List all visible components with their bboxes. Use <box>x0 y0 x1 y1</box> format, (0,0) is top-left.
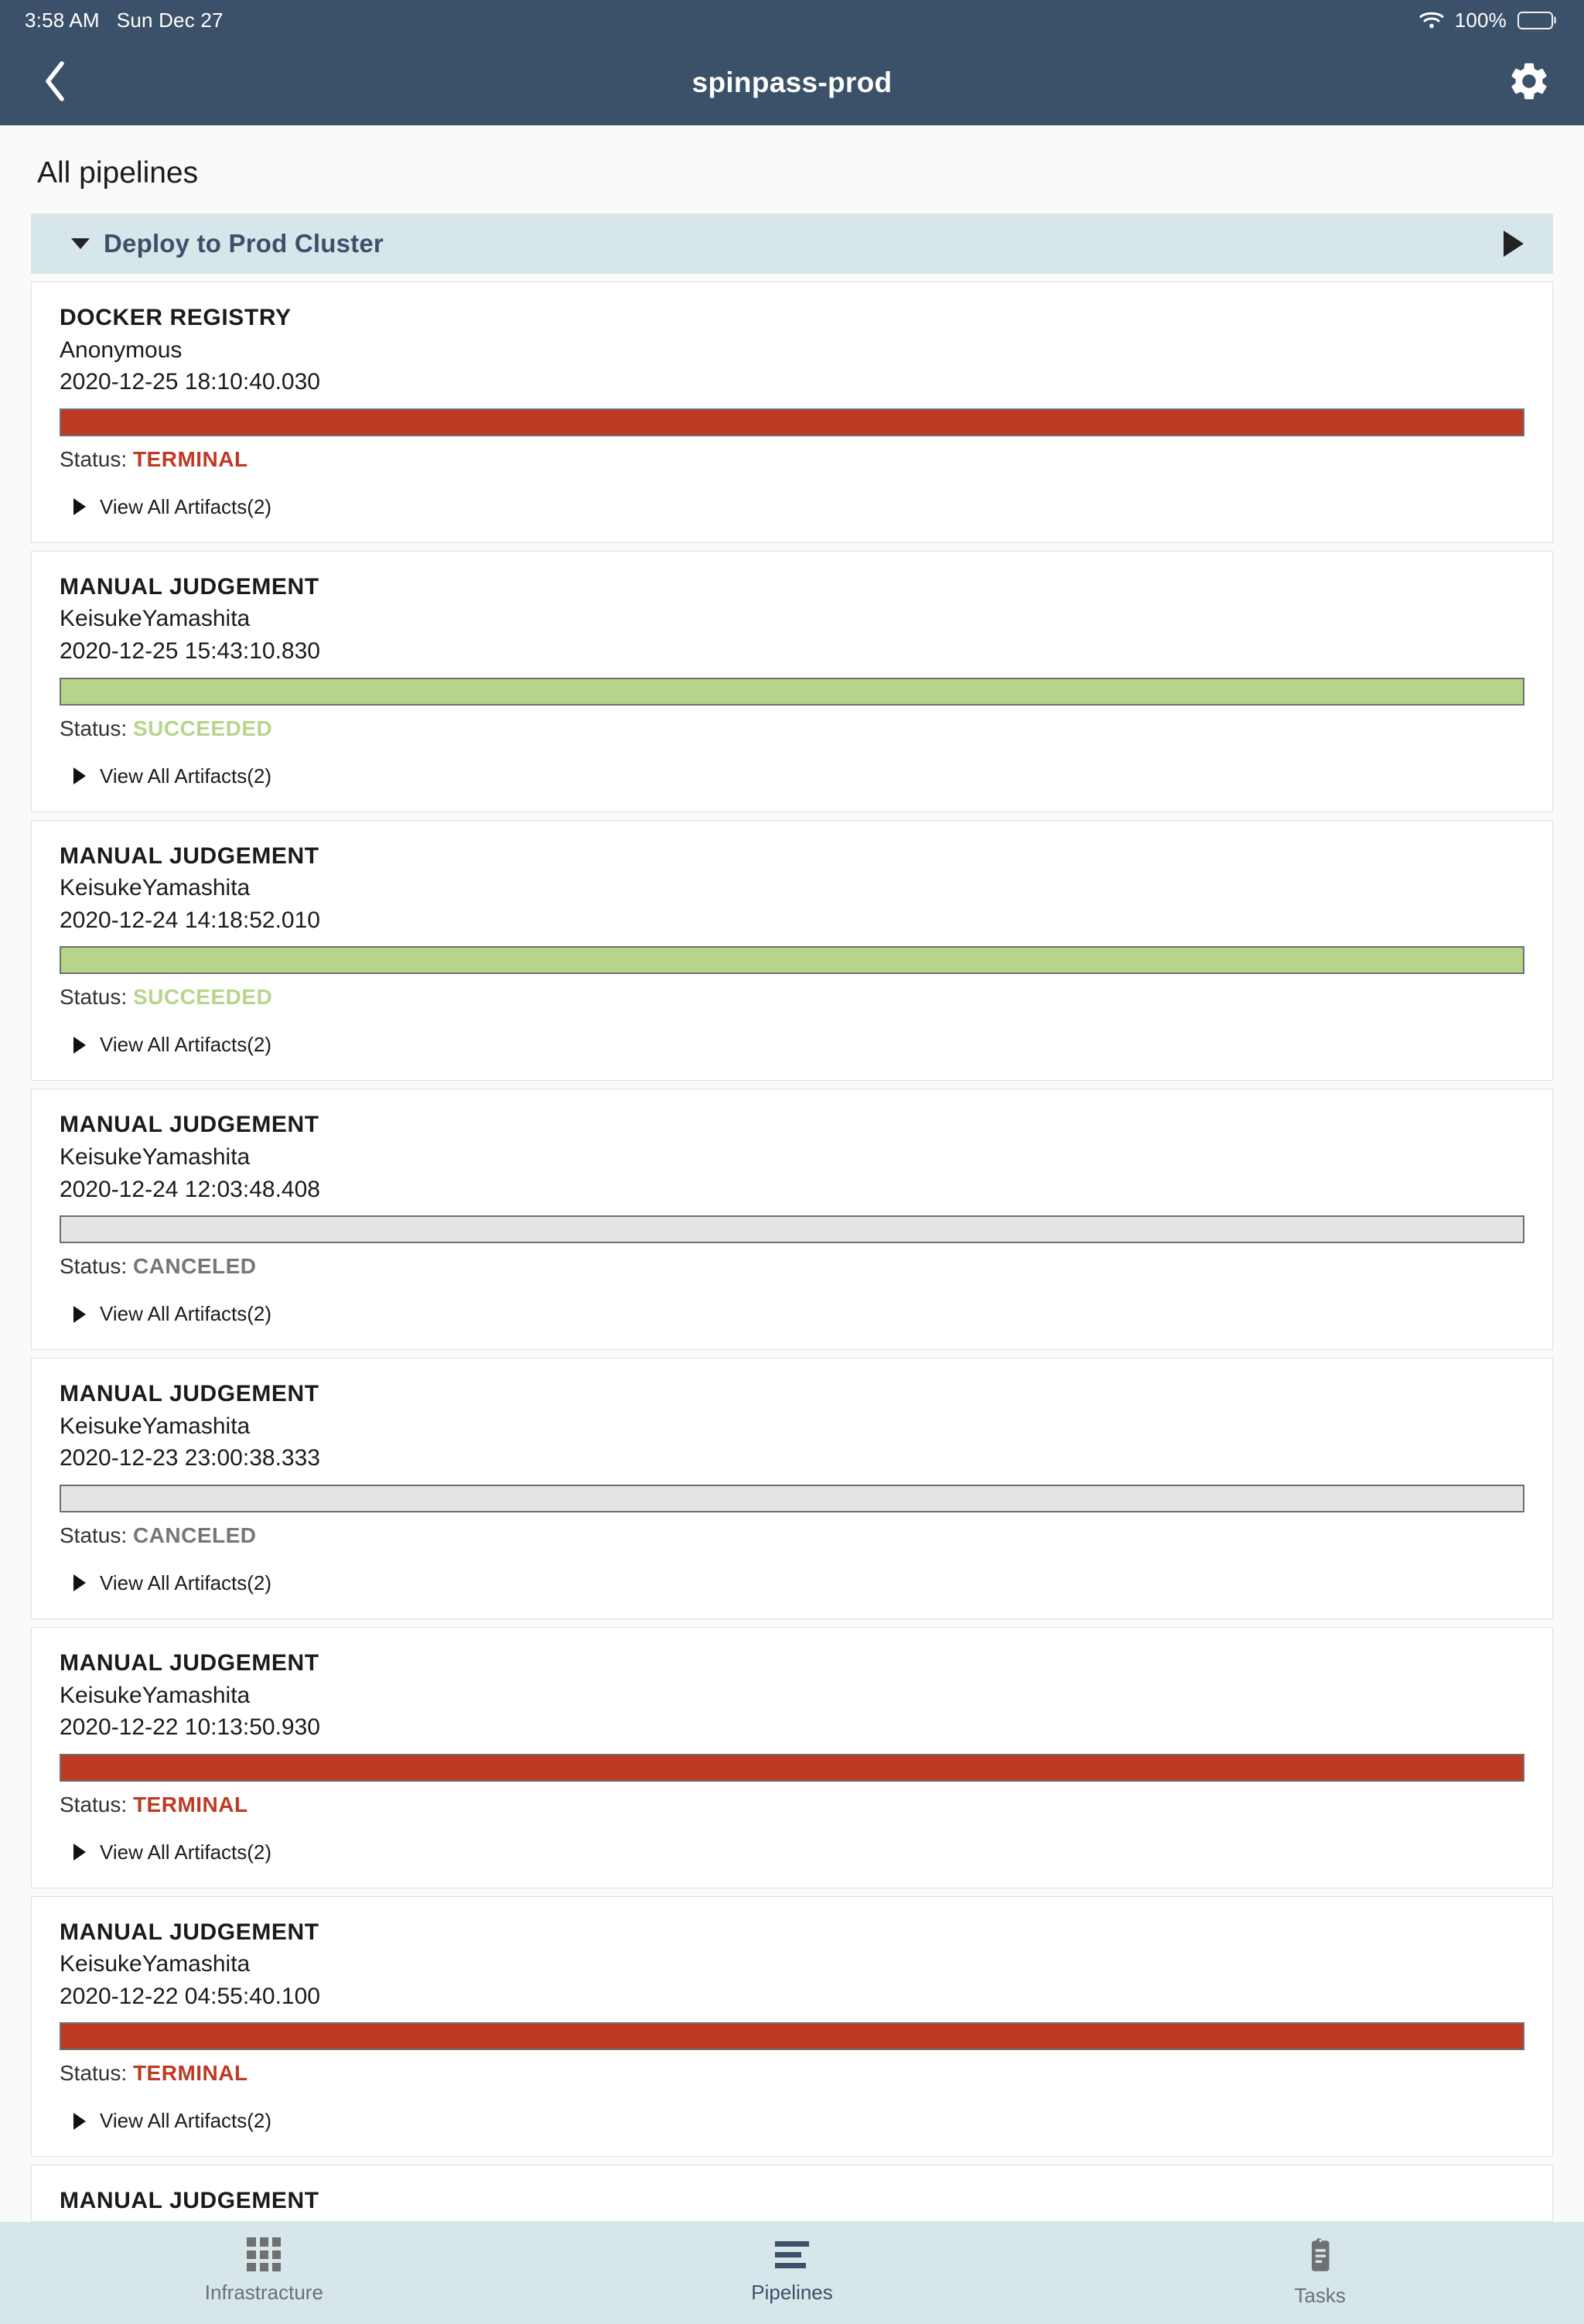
tab-label-infrastracture: Infrastracture <box>204 2281 323 2305</box>
execution-stage-name: MANUAL JUDGEMENT <box>60 1919 319 1945</box>
artifacts-label: View All Artifacts(2) <box>100 2109 272 2133</box>
execution-stage-name: MANUAL JUDGEMENT <box>60 2188 319 2214</box>
execution-user: KeisukeYamashita <box>60 1951 251 1977</box>
execution-timestamp: 2020-12-23 23:00:38.333 <box>60 1445 320 1471</box>
view-all-artifacts-toggle[interactable] <box>60 1033 1524 1057</box>
wifi-icon <box>1419 11 1444 29</box>
execution-card[interactable] <box>31 1089 1553 1350</box>
bottom-tab-bar <box>0 2222 1584 2324</box>
status-bar-time: 3:58 AM <box>25 8 100 32</box>
caret-right-icon <box>73 1306 86 1323</box>
execution-stage-name: DOCKER REGISTRY <box>60 305 292 330</box>
status-label: Status: <box>60 985 128 1010</box>
ios-status-bar <box>0 0 1584 40</box>
execution-status-line <box>60 447 1524 472</box>
execution-progress-bar <box>60 408 1524 436</box>
execution-progress-bar <box>60 678 1524 706</box>
status-label: Status: <box>60 1254 128 1279</box>
execution-user: KeisukeYamashita <box>60 1682 251 1708</box>
tab-infrastracture[interactable] <box>0 2237 528 2305</box>
page-heading: All pipelines <box>37 156 199 190</box>
view-all-artifacts-toggle[interactable] <box>60 1571 1524 1595</box>
execution-card[interactable] <box>31 551 1553 812</box>
page-title-navbar: spinpass-prod <box>691 67 893 98</box>
execution-progress-fill <box>61 1755 1523 1780</box>
status-badge: SUCCEEDED <box>132 985 273 1010</box>
execution-stage-name: MANUAL JUDGEMENT <box>60 573 319 600</box>
status-label: Status: <box>60 446 128 471</box>
settings-button[interactable] <box>1502 56 1556 110</box>
execution-progress-bar <box>60 946 1524 974</box>
tab-pipelines[interactable] <box>528 2237 1057 2305</box>
tab-tasks[interactable] <box>1056 2237 1584 2308</box>
status-badge: TERMINAL <box>132 2061 248 2086</box>
execution-timestamp: 2020-12-22 10:13:50.930 <box>60 1714 320 1741</box>
battery-percentage: 100% <box>1454 8 1507 32</box>
execution-stage-name: MANUAL JUDGEMENT <box>60 1381 319 1407</box>
status-badge: SUCCEEDED <box>132 716 273 740</box>
execution-card[interactable] <box>31 1627 1553 1888</box>
execution-user: KeisukeYamashita <box>60 1143 251 1170</box>
execution-progress-fill <box>61 679 1523 704</box>
execution-card-list <box>0 282 1584 2222</box>
view-all-artifacts-toggle[interactable] <box>60 1302 1524 1326</box>
execution-status-line <box>60 1793 1524 1817</box>
caret-right-icon <box>73 1844 86 1861</box>
chevron-left-icon <box>42 60 68 106</box>
grid-icon <box>247 2237 281 2271</box>
execution-user: Anonymous <box>60 337 183 363</box>
pipeline-name: Deploy to Prod Cluster <box>104 229 384 258</box>
execution-timestamp: 2020-12-24 12:03:48.408 <box>60 1176 320 1202</box>
execution-timestamp: 2020-12-25 18:10:40.030 <box>60 369 320 395</box>
back-button[interactable] <box>28 56 82 110</box>
execution-progress-bar <box>60 1215 1524 1243</box>
view-all-artifacts-toggle[interactable] <box>60 1840 1524 1864</box>
execution-timestamp: 2020-12-22 04:55:40.100 <box>60 1983 320 2009</box>
caret-right-icon <box>73 2113 86 2130</box>
execution-status-line <box>60 2061 1524 2086</box>
execution-status-line <box>60 1254 1524 1279</box>
artifacts-label: View All Artifacts(2) <box>100 494 272 518</box>
view-all-artifacts-toggle[interactable] <box>60 764 1524 788</box>
execution-card[interactable] <box>31 1358 1553 1619</box>
view-all-artifacts-toggle[interactable] <box>60 495 1524 519</box>
execution-timestamp: 2020-12-25 15:43:10.830 <box>60 637 320 664</box>
execution-progress-bar <box>60 1754 1524 1782</box>
view-all-artifacts-toggle[interactable] <box>60 2109 1524 2133</box>
status-bar-left <box>25 9 224 32</box>
execution-progress-fill <box>61 2024 1523 2049</box>
status-label: Status: <box>60 716 128 740</box>
clipboard-icon <box>1303 2237 1337 2274</box>
execution-card[interactable] <box>31 282 1553 543</box>
execution-card[interactable] <box>31 2165 1553 2222</box>
status-badge: TERMINAL <box>132 446 248 471</box>
execution-status-line <box>60 985 1524 1010</box>
execution-timestamp: 2020-12-24 14:18:52.010 <box>60 907 320 933</box>
execution-stage-name: MANUAL JUDGEMENT <box>60 842 319 869</box>
status-label: Status: <box>60 1523 128 1547</box>
artifacts-label: View All Artifacts(2) <box>100 1302 272 1326</box>
tab-label-pipelines: Pipelines <box>751 2281 833 2305</box>
pipeline-group-header[interactable] <box>31 214 1553 274</box>
artifacts-label: View All Artifacts(2) <box>100 1840 272 1864</box>
execution-progress-fill <box>61 410 1523 435</box>
execution-progress-fill <box>61 1217 1523 1242</box>
navigation-bar <box>0 40 1584 125</box>
battery-full-icon <box>1517 12 1553 29</box>
status-bar-right <box>1419 9 1553 32</box>
status-badge: CANCELED <box>132 1523 257 1547</box>
execution-card[interactable] <box>31 1896 1553 2158</box>
artifacts-label: View All Artifacts(2) <box>100 1033 272 1057</box>
status-label: Status: <box>60 1792 128 1816</box>
caret-down-icon[interactable] <box>71 238 90 249</box>
tab-label-tasks: Tasks <box>1294 2284 1346 2308</box>
status-label: Status: <box>60 2061 128 2086</box>
execution-stage-name: MANUAL JUDGEMENT <box>60 1649 319 1676</box>
content-area <box>0 125 1584 2222</box>
execution-progress-bar <box>60 1485 1524 1512</box>
status-bar-date: Sun Dec 27 <box>116 8 224 32</box>
execution-user: KeisukeYamashita <box>60 606 251 632</box>
execution-stage-name: MANUAL JUDGEMENT <box>60 1112 319 1138</box>
gear-icon <box>1507 59 1552 108</box>
caret-right-icon <box>73 498 86 515</box>
execution-progress-bar <box>60 2022 1524 2050</box>
artifacts-label: View All Artifacts(2) <box>100 1570 272 1594</box>
caret-right-icon <box>73 1574 86 1591</box>
execution-status-line <box>60 1523 1524 1548</box>
caret-right-icon <box>73 767 86 784</box>
execution-user: KeisukeYamashita <box>60 1413 251 1439</box>
caret-right-icon <box>73 1037 86 1054</box>
artifacts-label: View All Artifacts(2) <box>100 764 272 788</box>
execution-progress-fill <box>61 948 1523 972</box>
list-lines-icon <box>775 2237 809 2271</box>
status-badge: TERMINAL <box>132 1792 248 1816</box>
status-badge: CANCELED <box>132 1254 257 1279</box>
play-triangle-icon[interactable] <box>1504 231 1524 257</box>
execution-card[interactable] <box>31 820 1553 1082</box>
execution-status-line <box>60 716 1524 741</box>
execution-user: KeisukeYamashita <box>60 875 251 901</box>
execution-progress-fill <box>61 1486 1523 1511</box>
